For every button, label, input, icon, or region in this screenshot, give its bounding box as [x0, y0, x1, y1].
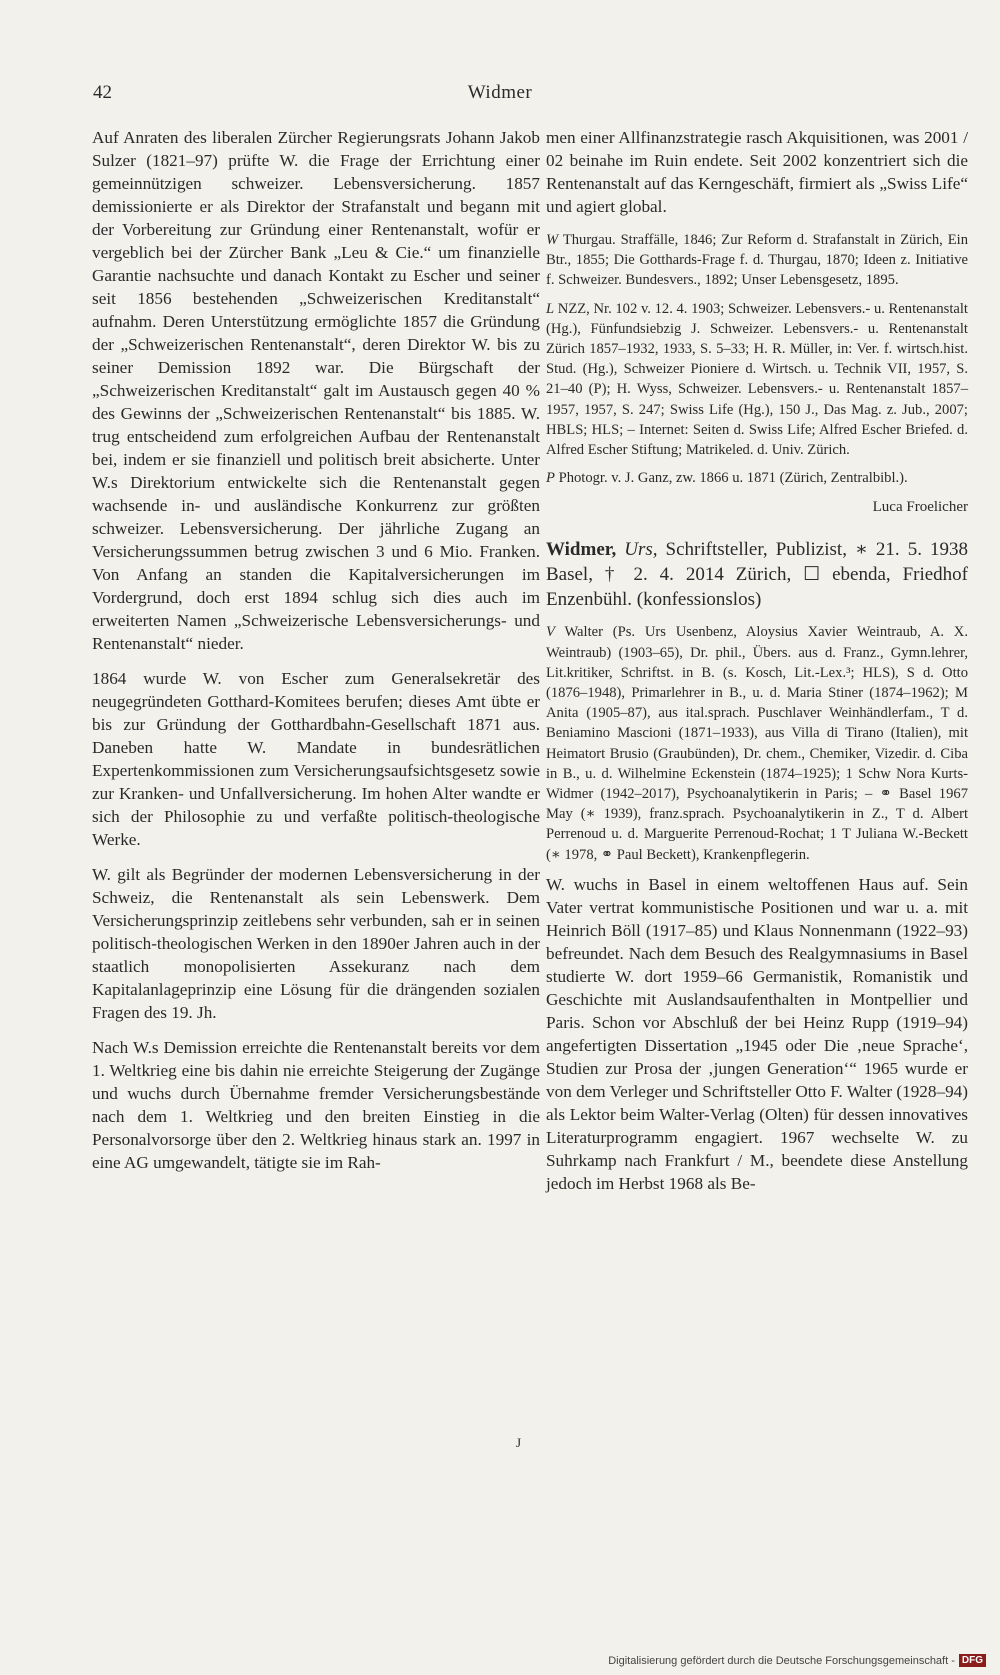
portrait-text: Photogr. v. J. Ganz, zw. 1866 u. 1871 (Zürich, Zentralbibl.).	[558, 470, 908, 487]
footer	[608, 1654, 986, 1667]
literature-text: NZZ, Nr. 102 v. 12. 4. 1903; Schweizer. Lebensvers.- u. Rentenanstalt (Hg.), Fünfundsiebzig J. Schweizer. Lebensvers.- u. Rentenanstalt Zürich 1857–1932, 1933, S. 5–33; H. R. Müller, in: Ver. f. wirtsch.hist. Stud. (Hg.), Schweizer Pioniere d. Wirtsch. u. Technik VII, 1957, S. 21–40 (P); H. Wyss, Schweizer. Lebensvers.- u. Rentenanstalt 1857–1957, 1957, S. 247; Swiss Life (Hg.), 150 J., Das Mag. z. Jub., 2007; HBLS; HLS; – Internet: Seiten d. Swiss Life; Alfred Escher Briefed. d. Alfred Escher Stiftung; Matrikeled. d. Univ. Zürich.	[546, 300, 968, 459]
family-text: Walter (Ps. Urs Usenbenz, Aloysius Xavier Weintraub, A. X. Weintraub) (1903–65), Dr. phil., Übers. aus d. Franz., Gymn.lehrer, Lit.kritiker, Schriftst. in B. (s. Kosch, Lit.-Lex.³; HLS), S d. Otto (1876–1948), Primarlehrer in B., u. d. Maria Stiner (1874–1962); M Anita (1905–87), aus ital.sprach. Puschlaver Weinhändlerfam., T d. Beniamino Mascioni (1871–1933), aus Villa di Tirano (Italien), mit Heimatort Brusio (Graubünden), Dr. chem., Chemiker, Vizedir. d. Ciba in B., u. d. Wilhelmine Eckenstein (1874–1925); 1 Schw Nora Kurts-Widmer (1942–2017), Psychoanalytikerin in Paris; – ⚭ Basel 1967 May (∗ 1939), franz.sprach. Psychoanalytikerin in Z., T d. Albert Perrenoud u. d. Marguerite Perrenoud-Rochat; 1 T Juliana W.-Beckett (∗ 1978, ⚭ Paul Beckett), Krankenpflegerin.	[546, 624, 968, 863]
footer-text: Digitalisierung gefördert durch die Deutsche Forschungsgemeinschaft -	[608, 1654, 955, 1667]
right-column	[546, 126, 968, 1207]
paragraph: men einer Allfinanzstrategie rasch Akquisitionen, was 2001 / 02 beinahe im Ruin endete. Seit 2002 konzentriert sich die Rentenanstalt auf das Kerngeschäft, firmiert als „Swiss Life“ und agiert global.	[546, 128, 968, 216]
page-number: 42	[93, 82, 112, 103]
entry-details: Schriftsteller, Publizist, ∗ 21. 5. 1938 Basel, † 2. 4. 2014 Zürich, ☐ ebenda, Friedhof Enzenbühl. (konfessionslos)	[546, 539, 968, 611]
margin-mark: J	[516, 1435, 522, 1450]
paragraph: Auf Anraten des liberalen Zürcher Regierungsrats Johann Jakob Sulzer (1821–97) prüfte W. die Frage der Errichtung einer gemeinnützigen schweizer. Lebensversicherung. 1857 demissionierte er als Direktor der Strafanstalt und begann mit der Vorbereitung zur Gründung einer Rentenanstalt, wofür er vergeblich bei der Zürcher Bank „Leu & Cie.“ um finanzielle Garantie nachsuchte und danach Kontakt zu Escher und seiner seit 1856 bestehenden „Schweizerischen Kreditanstalt“ aufnahm. Deren Unterstützung ermöglichte 1857 die Gründung der „Schweizerischen Rentenanstalt“, deren Direktor W. bis zu seiner Demission 1892 war. Die Bürgschaft der „Schweizerischen Kreditanstalt“ galt im Austausch gegen 40 % des Gewinns der „Schweizerischen Rentenanstalt“ bis 1885. W. trug entscheidend zum erfolgreichen Aufbau der Rentenanstalt bei, indem er sie finanziell und politisch breit absicherte. Unter W.s Direktorium entwickelte sich die Rentenanstalt gegen wachsende in- und ausländische Konkurrenz zur größten schweizer. Lebensversicherung. Der jährliche Zugang an Versicherungssummen betrug zwischen 3 und 6 Mio. Franken. Von Anfang an standen die Kapitalversicherungen im Vordergrund, doch erst 1894 schlug sich dies auch im erweiterten Namen „Schweizerische Lebensversicherungs- und Rentenanstalt“ nieder.	[92, 128, 540, 653]
author-signature: Luca Froelicher	[872, 499, 968, 516]
running-head: Widmer	[467, 82, 533, 103]
dfg-logo: DFG	[959, 1654, 986, 1667]
entry-given-name: Urs,	[624, 539, 658, 561]
paragraph: W. gilt als Begründer der modernen Lebensversicherung in der Schweiz, die Rentenanstalt als sein Lebenswerk. Dem Versicherungsprinzip zeitlebens sehr verbunden, sah er in seinen politisch-theologischen Werken in den 1890er Jahren auch in der staatlich monopolisierten Assekuranz nach dem Kapitalanlageprinzip eine Lösung für die drängenden sozialen Fragen des 19. Jh.	[92, 865, 540, 1022]
portrait-note	[546, 468, 968, 488]
literature-tag: L	[546, 300, 555, 317]
family-note	[546, 622, 968, 864]
paragraph: 1864 wurde W. von Escher zum Generalsekretär des neugegründeten Gotthard-Komitees berufen; dieses Amt übte er bis zur Gründung der Gotthardbahn-Gesellschaft 1871 aus. Daneben hatte W. Mandate in bundesrätlichen Expertenkommissionen zum Versicherungsaufsichtsgesetz sowie zur Kranken- und Unfallversicherung. Im hohen Alter wandte er sich der Philosophie zu und verfaßte politisch-theologische Werke.	[92, 669, 540, 849]
left-column	[92, 126, 540, 1186]
works-tag: W	[546, 232, 559, 248]
literature-list	[546, 299, 968, 461]
works-list	[546, 230, 968, 291]
paragraph: W. wuchs in Basel in einem weltoffenen Haus auf. Sein Vater vertrat kommunistische Positionen und war u. a. mit Heinrich Böll (1917–85) und Klaus Nonnenmann (1922–93) befreundet. Nach dem Besuch des Realgymnasiums in Basel studierte W. dort 1959–66 Germanistik, Romanistik und Geschichte mit Auslandsaufenthalten in Montpellier und Paris. Schon vor Abschluß der bei Heinz Rupp (1919–94) angefertigten Dissertation „1945 oder Die ‚neue Sprache‘, Studien zur Prosa der ‚jungen Generation‘“ 1965 wurde er von dem Verleger und Schriftsteller Otto F. Walter (1928–94) als Lektor beim Walter-Verlag (Olten) für dessen innovatives Literaturprogramm engagiert. 1967 wechselte W. zu Suhrkamp nach Frankfurt / M., beendete diese Anstellung jedoch im Herbst 1968 als Be-	[546, 874, 968, 1193]
paragraph: Nach W.s Demission erreichte die Rentenanstalt bereits vor dem 1. Weltkrieg eine bis dahin nie erreichte Steigerung der Zugänge und wuchs durch Übernahme fremder Versicherungsbestände nach dem 1. Weltkrieg und den breiten Einstieg in die Personalvorsorge über den 2. Weltkrieg hinaus stark an. 1997 in eine AG umgewandelt, tätigte sie im Rah-	[92, 1038, 540, 1172]
portrait-tag: P	[546, 470, 555, 487]
works-text: Thurgau. Straffälle, 1846; Zur Reform d. Strafanstalt in Zürich, Ein Btr., 1855; Die Gotthards-Frage f. d. Thurgau, 1870; Ideen z. Initiative f. Schweizer. Bundesvers., 1892; Unser Lebensgesetz, 1895.	[546, 232, 968, 289]
entry-heading	[546, 537, 968, 612]
family-tag: V	[546, 624, 555, 641]
entry-name: Widmer,	[546, 539, 617, 561]
